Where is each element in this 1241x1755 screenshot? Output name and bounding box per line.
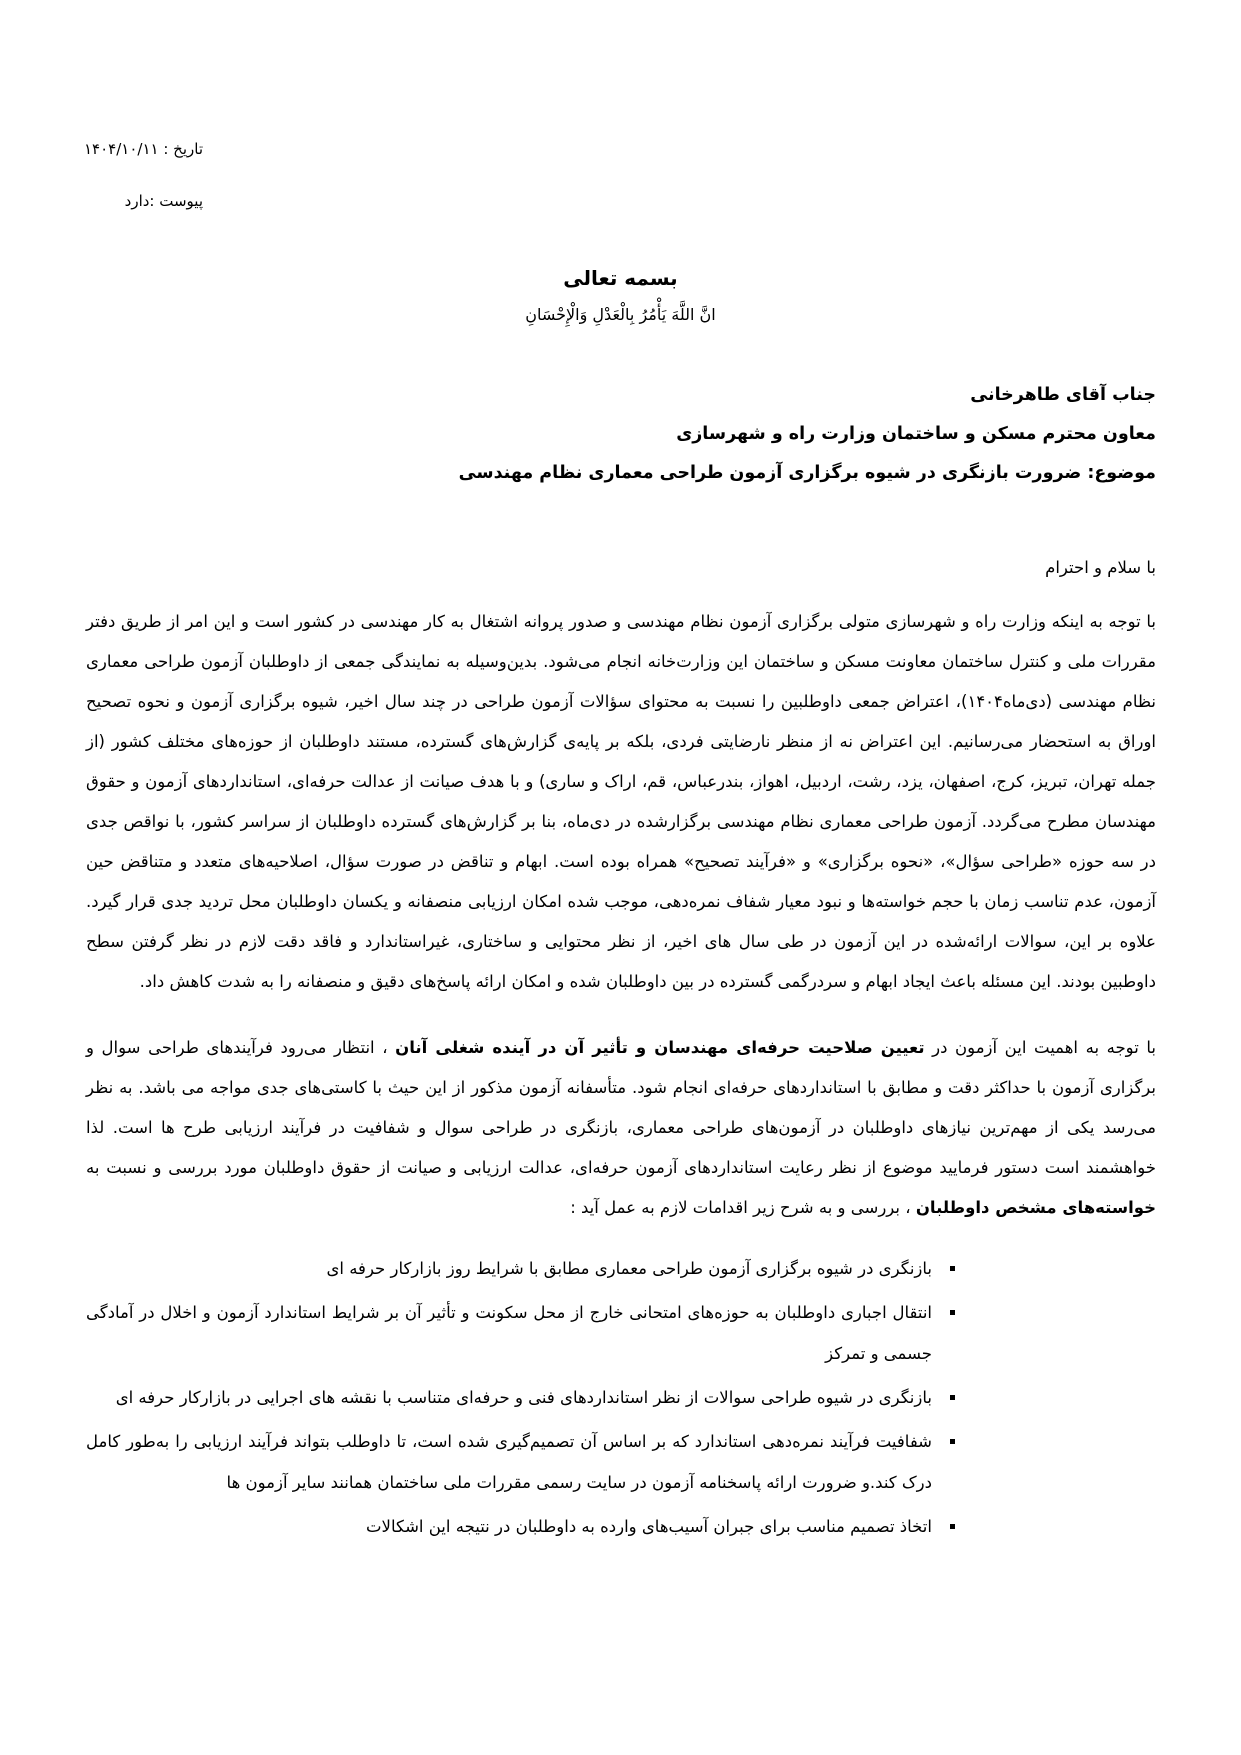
requests-list bbox=[86, 1248, 1156, 1547]
recipient-title: معاون محترم مسکن و ساختمان وزارت راه و شهرسازی bbox=[676, 424, 1156, 444]
list-item: ▪ اتخاذ تصمیم مناسب برای جبران آسیب‌های وارده به داوطلبان در نتیجه این اشکالات bbox=[86, 1506, 938, 1547]
body-paragraph-1: با توجه به اینکه وزارت راه و شهرسازی متولی برگزاری آزمون نظام مهندسی و صدور پروانه اشتغال به کار مهندسی در کشور است و این امر از طریق دفتر مقررات ملی و کنترل ساختمان معاونت مسکن و ساختمان این وزارت‌خانه انجام می‌شود. بدین‌وسیله به نمایندگی جمعی از داوطلبان آزمون طراحی معماری نظام مهندسی (دی‌ماه۱۴۰۴)، اعتراض جمعی داوطلبین را نسبت به محتوای سؤالات آزمون طراحی در چند سال اخیر، شیوه برگزاری آزمون و نحوه تصحیح اوراق به استحضار می‌رسانیم. این اعتراض نه از منظر نارضایتی فردی، بلکه بر پایه‌ی گزارش‌های گسترده، مستند داوطلبان از حوزه‌های مختلف کشور (از جمله تهران، تبریز، کرج، اصفهان، یزد، رشت، اردبیل، اهواز، بندرعباس، قم، اراک و ساری) و با هدف صیانت از عدالت حرفه‌ای، استانداردهای آزمون و حقوق مهندسان مطرح می‌گردد. آزمون طراحی معماری نظام مهندسی برگزارشده در دی‌ماه، بنا بر گزارش‌های گسترده داوطلبان از سراسر کشور، با نواقص جدی در سه حوزه «طراحی سؤال»، «نحوه برگزاری» و «فرآیند تصحیح» همراه بوده است. ابهام و تناقض در صورت سؤال، اصلاحیه‌های متعدد و متناقض حین آزمون، عدم تناسب زمان با حجم خواسته‌ها و نبود معیار شفاف نمره‌دهی، موجب شده امکان ارزیابی منصفانه و یکسان داوطلبان محل تردید جدی قرار گیرد. علاوه بر این، سوالات ارائه‌شده در این آزمون در طی سال های اخیر، از نظر محتوایی و ساختاری، غیراستاندارد و فاقد دقت لازم در نظر گرفتن سطح داوطبین بودند. این مسئله باعث ایجاد ابهام و سردرگمی گسترده در بین داوطلبان شده و امکان ارائه پاسخ‌های دقیق و منصفانه را به شدت کاهش داد. bbox=[86, 612, 1157, 991]
greeting-text: با سلام و احترام bbox=[1045, 558, 1156, 577]
quran-verse: انَّ اللَّهَ يَأْمُرُ بِالْعَدْلِ وَالْإِحْسَانِ bbox=[525, 305, 716, 324]
list-item: ▪ بازنگری در شیوه برگزاری آزمون طراحی معماری مطابق با شرایط روز بازارکار حرفه ای bbox=[86, 1248, 938, 1289]
date-label: تاریخ : ۱۴۰۴/۱۰/۱۱ bbox=[84, 140, 203, 158]
subject-line: موضوع: ضرورت بازنگری در شیوه برگزاری آزمون طراحی معماری نظام مهندسی bbox=[458, 463, 1156, 483]
besmele-heading: بسمه تعالی bbox=[563, 266, 678, 290]
recipient-name: جناب آقای طاهرخانی bbox=[970, 385, 1156, 405]
body-paragraph-2 bbox=[86, 1028, 1156, 1228]
list-item: ▪ بازنگری در شیوه طراحی سوالات از نظر استانداردهای فنی و حرفه‌ای متناسب با نقشه های اجرایی در بازارکار حرفه ای bbox=[86, 1377, 938, 1418]
paragraph2-bold-segment: تعیین صلاحیت حرفه‌ای مهندسان و تأثیر آن در آینده شغلی آنان bbox=[395, 1038, 925, 1057]
religious-heading bbox=[0, 266, 1241, 324]
attachment-label: پیوست :دارد bbox=[124, 192, 203, 210]
letter-meta-block bbox=[84, 140, 203, 210]
paragraph2-segment: با توجه به اهمیت این آزمون در bbox=[924, 1038, 1157, 1057]
paragraph2-segment: ، بررسی و به شرح زیر اقدامات لازم به عمل آید : bbox=[570, 1198, 916, 1217]
paragraph2-segment: ، انتظار می‌رود فرآیندهای طراحی سوال و برگزاری آزمون با حداکثر دقت و مطابق با استانداردهای حرفه‌ای انجام شود. متأسفانه آزمون مذکور از این حیث با کاستی‌های جدی مواجه می باشد. به نظر می‌رسد یکی از مهم‌ترین نیازهای داوطلبان در آزمون‌های طراحی معماری، بازنگری در طراحی سوال و شفافیت در فرآیند ارزیابی طرح ها است. لذا خواهشمند است دستور فرمایید موضوع از نظر رعایت استانداردهای آزمون حرفه‌ای، عدالت ارزیابی و صیانت از حقوق داوطلبان مورد بررسی و نسبت به bbox=[86, 1038, 1156, 1177]
list-item: ▪ شفافیت فرآیند نمره‌دهی استاندارد که بر اساس آن تصمیم‌گیری شده است، تا داوطلب بتواند فرآیند ارزیابی را به‌طور کامل درک کند.و ضرورت ارائه پاسخنامه آزمون در سایت رسمی مقررات ملی ساختمان همانند سایر آزمون ها bbox=[86, 1421, 938, 1503]
paragraph2-bold-segment: خواسته‌های مشخص داوطلبان bbox=[915, 1198, 1156, 1217]
letter-body bbox=[86, 548, 1156, 1550]
recipient-block bbox=[86, 376, 1156, 493]
list-item: ▪ انتقال اجباری داوطلبان به حوزه‌های امتحانی خارج از محل سکونت و تأثیر آن بر شرایط استاندارد آزمون و اخلال در آمادگی جسمی و تمرکز bbox=[86, 1292, 938, 1374]
